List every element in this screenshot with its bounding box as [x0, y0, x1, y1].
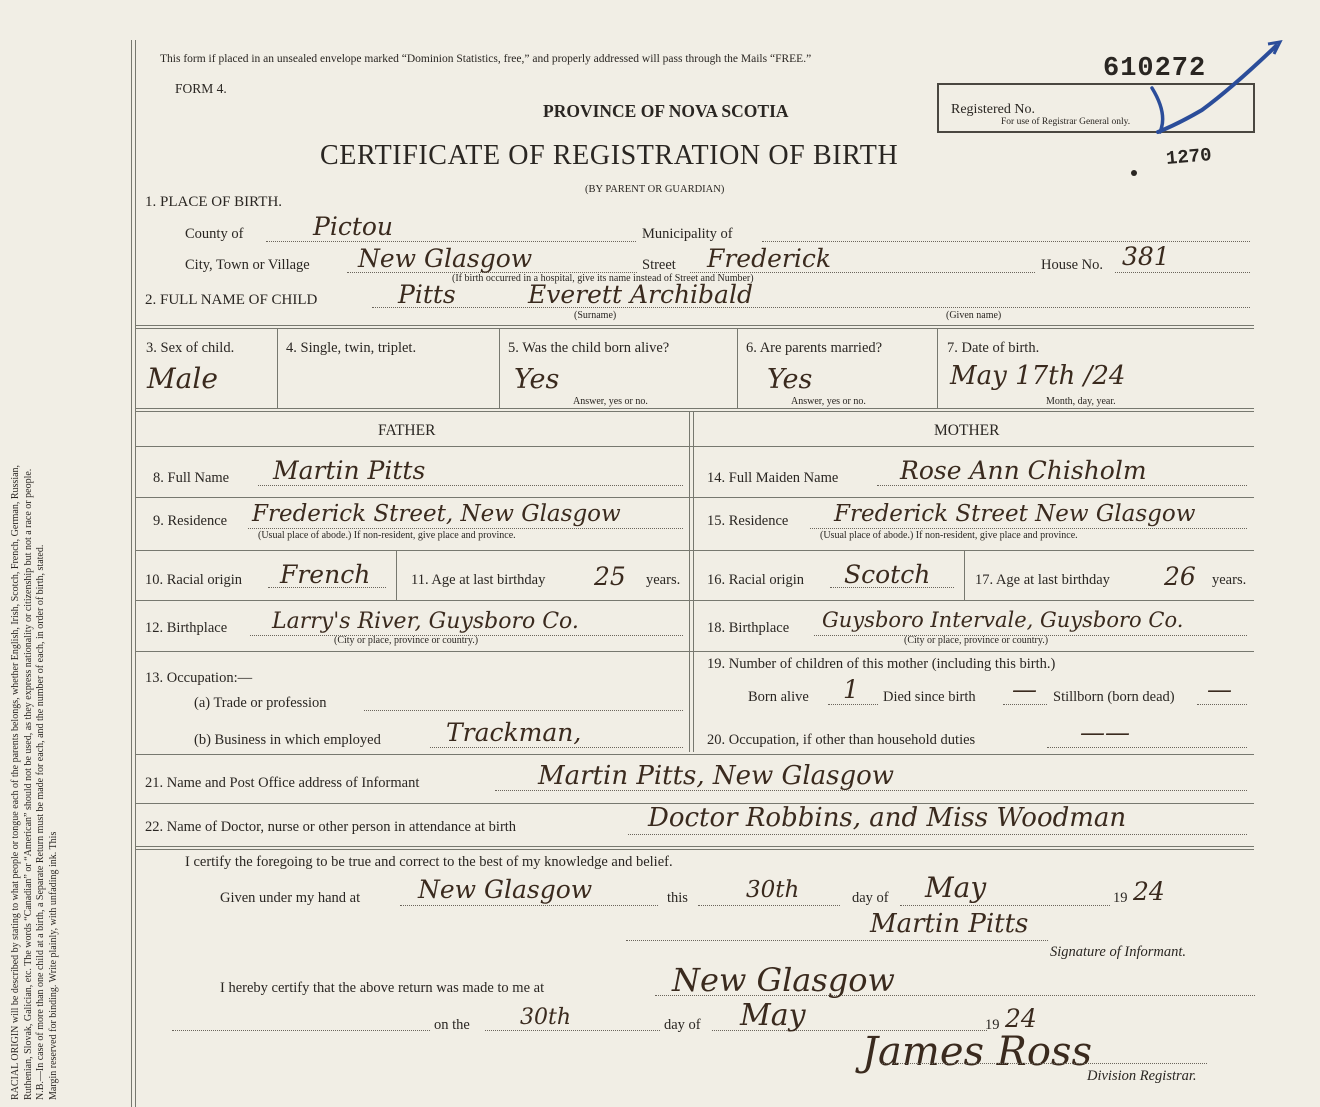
mother-race-value: Scotch [844, 560, 931, 589]
attendant-line [628, 834, 1247, 835]
registrar-place-value: New Glasgow [672, 961, 895, 999]
rule [136, 408, 1254, 409]
frame-left-rule [131, 40, 132, 1107]
mail-notice: This form if placed in an unsealed envelope marked “Dominion Statistics, free,” and properly addressed will pass through the Mails “FREE.” [160, 53, 812, 65]
father-name-line [258, 485, 683, 486]
born-alive-line [828, 704, 878, 705]
rule [136, 849, 1254, 850]
father-birthplace-label: 12. Birthplace [145, 620, 228, 636]
registered-stamp: 1270 [1165, 144, 1213, 170]
surname-caption: (Surname) [574, 310, 617, 321]
born-alive-count: 1 [843, 675, 859, 704]
mother-residence-label: 15. Residence [707, 513, 789, 529]
father-heading: FATHER [378, 422, 436, 439]
attendant-value: Doctor Robbins, and Miss Woodman [648, 803, 1127, 833]
rule [136, 754, 1254, 755]
house-line [1115, 272, 1250, 273]
hospital-note: (If birth occurred in a hospital, give its name instead of Street and Number) [452, 273, 754, 284]
occupation-label: 13. Occupation:— [145, 670, 253, 686]
mother-age-value: 26 [1164, 562, 1196, 591]
rule [136, 411, 1254, 412]
rule [937, 328, 938, 408]
rule [499, 328, 500, 408]
business-value: Trackman, [446, 718, 582, 747]
stillborn-line [1197, 704, 1247, 705]
rule [136, 497, 1254, 498]
registrar-year-value: 24 [1005, 1004, 1037, 1033]
father-age-label: 11. Age at last birthday [411, 572, 546, 588]
given-month-line [900, 905, 1110, 906]
born-alive-count-label: Born alive [748, 689, 809, 705]
house-value: 381 [1122, 242, 1170, 271]
margin-note: Margin reserved for binding. Write plainly, with unfading ink. This [47, 831, 59, 1100]
serial-number: 610272 [1103, 54, 1207, 84]
mother-birthplace-label: 18. Birthplace [707, 620, 790, 636]
given-place-value: New Glasgow [418, 875, 593, 904]
year-prefix: 19 [1113, 890, 1128, 906]
mother-residence-line [810, 528, 1247, 529]
registrar-day-line [485, 1030, 660, 1031]
children-label: 19. Number of children of this mother (including this birth.) [707, 656, 1056, 672]
mother-name-value: Rose Ann Chisholm [900, 456, 1147, 485]
informant-value: Martin Pitts, New Glasgow [538, 761, 895, 791]
mother-occupation-value: —— [1080, 718, 1130, 747]
mother-heading: MOTHER [934, 422, 1000, 439]
registrar-signature-line [882, 1063, 1207, 1064]
form-number: FORM 4. [175, 81, 227, 96]
city-value: New Glasgow [358, 244, 533, 273]
county-line [266, 241, 636, 242]
frame-left-rule [135, 40, 136, 1107]
mother-birthplace-value: Guysboro Intervale, Guysboro Co. [822, 608, 1184, 632]
rule [737, 328, 738, 408]
rule [964, 550, 965, 600]
plurality-label: 4. Single, twin, triplet. [286, 340, 417, 356]
margin-note: RACIAL ORIGIN will be described by stating to what people or tongue each of the parents belongs, whether English, Irish, Scotch, French, German, Russian, [10, 464, 21, 1100]
given-day-value: 30th [746, 877, 800, 903]
margin-note: Ruthenian, Slovak, Galician, etc. The words “Canadian” or “American” should not be used, as they express nationality or citizenship but not a race or people. [22, 468, 34, 1100]
mother-age-label: 17. Age at last birthday [975, 572, 1110, 588]
given-year-value: 24 [1133, 877, 1165, 906]
registrar-statement: I hereby certify that the above return was made to me at [220, 980, 545, 996]
margin-instructions [10, 40, 120, 1100]
sex-value: Male [147, 362, 218, 395]
blue-check-mark-icon [1150, 40, 1290, 140]
father-race-value: French [280, 560, 371, 589]
birthplace-caption: (City or place, province or country.) [904, 635, 1049, 646]
registrar-caption: Division Registrar. [1087, 1068, 1197, 1084]
rule [136, 446, 1254, 447]
sex-label: 3. Sex of child. [146, 340, 235, 356]
street-label: Street [642, 257, 676, 273]
signature-line [626, 940, 1048, 941]
child-name-label: 2. FULL NAME OF CHILD [145, 292, 318, 308]
day-of-label: day of [852, 890, 889, 906]
father-birthplace-value: Larry's River, Guysboro Co. [272, 609, 579, 634]
birthplace-caption: (City or place, province or country.) [334, 635, 479, 646]
date-of-birth-label: 7. Date of birth. [947, 340, 1040, 356]
signature-caption: Signature of Informant. [1050, 944, 1187, 960]
residence-caption: (Usual place of abode.) If non-resident, give place and province. [820, 530, 1078, 541]
born-alive-value: Yes [514, 364, 560, 395]
rule [693, 411, 694, 752]
answer-caption: Answer, yes or no. [791, 396, 866, 407]
place-of-birth-label: 1. PLACE OF BIRTH. [145, 194, 283, 210]
rule [136, 651, 1254, 652]
informant-label: 21. Name and Post Office address of Informant [145, 775, 420, 791]
father-residence-label: 9. Residence [153, 513, 228, 529]
stillborn-label: Stillborn (born dead) [1053, 689, 1175, 705]
child-name-line [372, 307, 1250, 308]
father-name-value: Martin Pitts [273, 456, 426, 485]
stillborn-count: — [1207, 675, 1232, 704]
residence-caption: (Usual place of abode.) If non-resident, give place and province. [258, 530, 516, 541]
on-the-label: on the [434, 1017, 470, 1033]
parents-married-value: Yes [767, 364, 813, 395]
registrar-blank-line [172, 1030, 430, 1031]
given-month-value: May [925, 871, 987, 904]
child-given-name: Everett Archibald [528, 280, 753, 309]
died-count: — [1012, 675, 1037, 704]
this-label: this [667, 890, 688, 906]
street-value: Frederick [707, 244, 831, 273]
child-surname: Pitts [398, 280, 456, 309]
died-line [1003, 704, 1047, 705]
municipality-label: Municipality of [642, 226, 733, 242]
rule [136, 846, 1254, 847]
registrar-signature: James Ross [862, 1029, 1092, 1075]
house-label: House No. [1041, 257, 1104, 273]
mother-occupation-label: 20. Occupation, if other than household duties [707, 732, 976, 748]
father-residence-value: Frederick Street, New Glasgow [252, 501, 621, 527]
registered-label: Registered No. [951, 102, 1035, 117]
certificate-subtitle: (BY PARENT OR GUARDIAN) [585, 184, 725, 195]
mother-residence-value: Frederick Street New Glasgow [834, 501, 1196, 527]
registrar-year-prefix: 19 [985, 1017, 1000, 1033]
informant-signature: Martin Pitts [870, 909, 1029, 939]
rule [277, 328, 278, 408]
business-label: (b) Business in which employed [194, 732, 381, 748]
registrar-day-of-label: day of [664, 1017, 701, 1033]
answer-caption: Answer, yes or no. [573, 396, 648, 407]
registered-note: For use of Registrar General only. [1001, 117, 1131, 127]
rule [396, 550, 397, 600]
father-years-label: years. [646, 572, 681, 588]
certification-statement: I certify the foregoing to be true and correct to the best of my knowledge and belief. [185, 854, 673, 870]
rule [136, 328, 1254, 329]
business-line [430, 747, 683, 748]
municipality-line [762, 241, 1250, 242]
county-label: County of [185, 226, 244, 242]
father-name-label: 8. Full Name [153, 470, 230, 486]
parents-married-label: 6. Are parents married? [746, 340, 883, 356]
given-label: Given under my hand at [220, 890, 361, 906]
ink-dot [1131, 170, 1137, 176]
certificate-title: CERTIFICATE OF REGISTRATION OF BIRTH [320, 140, 899, 171]
mother-name-line [877, 485, 1247, 486]
mother-race-label: 16. Racial origin [707, 572, 805, 588]
mother-years-label: years. [1212, 572, 1247, 588]
trade-line [364, 710, 683, 711]
rule [136, 325, 1254, 326]
registrar-day-value: 30th [520, 1005, 572, 1030]
attendant-label: 22. Name of Doctor, nurse or other person in attendance at birth [145, 819, 517, 835]
given-caption: (Given name) [946, 310, 1002, 321]
province-heading: PROVINCE OF NOVA SCOTIA [543, 101, 789, 121]
mother-name-label: 14. Full Maiden Name [707, 470, 839, 486]
born-alive-label: 5. Was the child born alive? [508, 340, 670, 356]
given-day-line [698, 905, 840, 906]
trade-label: (a) Trade or profession [194, 695, 327, 711]
father-residence-line [248, 528, 683, 529]
registrar-month-value: May [740, 998, 806, 1033]
rule [689, 411, 690, 752]
city-label: City, Town or Village [185, 257, 310, 273]
county-value: Pictou [313, 212, 394, 241]
date-caption: Month, day, year. [1046, 396, 1116, 407]
father-race-label: 10. Racial origin [145, 572, 243, 588]
father-age-value: 25 [594, 562, 626, 591]
rule [136, 550, 1254, 551]
given-place-line [400, 905, 658, 906]
mother-occupation-line [1047, 747, 1247, 748]
rule [136, 600, 1254, 601]
died-label: Died since birth [883, 689, 976, 705]
margin-note: N.B.—In case of more than one child at a birth, a Separate Return must be made for each, and the number of each, in order of birth, stated. [35, 544, 46, 1100]
date-of-birth-value: May 17th /24 [950, 361, 1126, 391]
